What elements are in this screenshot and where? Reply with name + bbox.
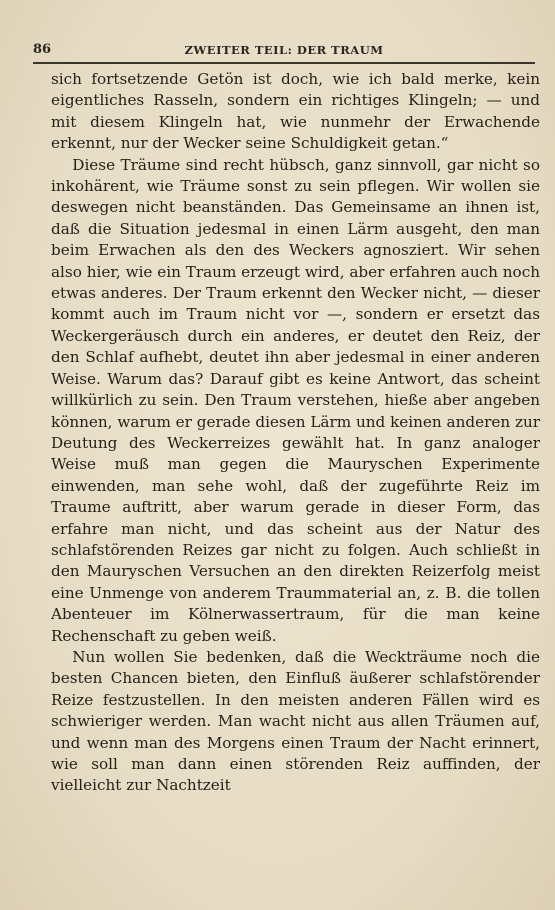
header-rule — [33, 62, 535, 64]
body-text — [51, 69, 540, 797]
page-number: 86 — [33, 42, 52, 57]
paragraph: Diese Träume sind recht hübsch, ganz sinnvoll, gar nicht so inkohärent, wie Träume sonst zu sein pflegen. Wir wollen sie deswegen nicht beanständen. Das Gemeinsame an ihnen ist, daß die Situation jedesmal in einen Lärm ausgeht, den man beim Erwachen als den des Weckers agnosziert. Wir sehen also hier, wie ein Traum erzeugt wird, aber erfahren auch noch etwas anderes. Der Traum erkennt den Wecker nicht, — dieser kommt auch im Traum nicht vor —, sondern er ersetzt das Weckergeräusch durch ein anderes, er deutet den Reiz, der den Schlaf aufhebt, deutet ihn aber jedesmal in einer anderen Weise. Warum das? Darauf gibt es keine Antwort, das scheint willkürlich zu sein. Den Traum verstehen, hieße aber angeben können, warum er gerade diesen Lärm und keinen anderen zur Deutung des Weckerreizes gewählt hat. In ganz analoger Weise muß man gegen die Mauryschen Experimente einwenden, man sehe wohl, daß der zugeführte Reiz im Traume auftritt, aber warum gerade in dieser Form, das erfahre man nicht, und das scheint aus der Natur des schlafstörenden Reizes gar nicht zu folgen. Auch schließt in den Mauryschen Versuchen an den direkten Reizerfolg meist eine Unmenge von anderem Traummaterial an, z. B. die tollen Abenteuer im Kölnerwassertraum, für die man keine Rechenschaft zu geben weiß. — [51, 155, 540, 645]
running-head: ZWEITER TEIL: DER TRAUM — [184, 43, 384, 57]
page-header — [33, 42, 535, 60]
paragraph-continued: sich fortsetzende Getön ist doch, wie ich bald merke, kein eigentliches Rasseln, sondern ein richtiges Klingeln; — und mit diesem Klingeln hat, wie nunmehr der Erwachende erkennt, nur der Wecker seine Schuldigkeit getan.“ — [51, 70, 540, 153]
paragraph: Nun wollen Sie bedenken, daß die Weckträume noch die besten Chancen bieten, den Einfluß äußerer schlafstörender Reize festzustellen. In den meisten anderen Fällen wird es schwieriger werden. Man wacht nicht aus allen Träumen auf, und wenn man des Morgens einen Traum der Nacht erinnert, wie soll man dann einen störenden Reiz auffinden, der vielleicht zur Nachtzeit — [51, 647, 540, 795]
